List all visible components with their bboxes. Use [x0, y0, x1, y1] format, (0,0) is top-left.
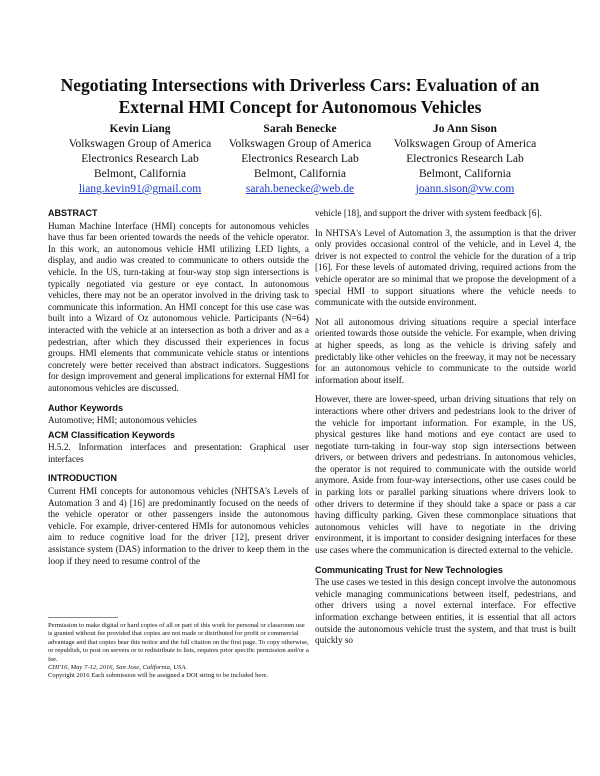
acm-heading: ACM Classification Keywords	[48, 429, 176, 440]
paragraph: Not all autonomous driving situations require a special interface oriented towards those outside the vehicle. For example, when driving at higher speeds, as long as the vehicle is driving safely and predictably like other vehicles on the freeway, it may not be necessary for an autonomous vehicle to communicate to the outside world information about itself.	[315, 316, 576, 385]
author-city: Belmont, California	[254, 168, 346, 180]
author-city: Belmont, California	[94, 168, 186, 180]
author-org: Volkswagen Group of America	[228, 138, 372, 150]
author-email-link[interactable]: sarah.benecke@web.de	[245, 183, 355, 195]
author-lab: Electronics Research Lab	[241, 153, 359, 165]
author-block-2	[215, 122, 385, 197]
introduction-heading: INTRODUCTION	[48, 473, 117, 484]
author-block-3	[380, 122, 550, 197]
conference-line: CHI'16, May 7-12, 2016, San Jose, California, USA.	[48, 664, 187, 672]
author-email-link[interactable]: joann.sison@vw.com	[415, 183, 515, 195]
abstract-text: Human Machine Interface (HMI) concepts for autonomous vehicles have thus far been oriented towards the needs of the vehicle operator. In this work, an autonomous vehicle HMI utilizing LED lights, a display, and audio was created to communicate to others outside the vehicle. In the US, turn-taking at four-way stop sign intersections is typically negotiated via gesture or eye contact. In autonomous vehicles, there may not be an operator involved in the driving task to communicate this information. An HMI concept for this use case was built into a Wizard of Oz autonomous vehicle. Participants (N=64) interacted with the vehicle at an intersection as both a driver and as a pedestrian, after which they discussed their experiences in focus groups. HMI elements that communicate vehicle status or intentions concretely were better received than abstract indicators. Suggestions for design improvement and general implications for external HMI for autonomous vehicles are discussed.	[48, 220, 309, 393]
subsection-heading: Communicating Trust for New Technologies	[315, 564, 503, 575]
paragraph: In NHTSA's Level of Automation 3, the assumption is that the driver only provides occasional control of the vehicle, and in Level 4, the driver is not expected to control the vehicle for the duration of a trip [16]. For these levels of automated driving, required actions from the vehicle operator are so minimal that we propose the development of a special HMI to support situations where the vehicle needs to communicate with the outside environment.	[315, 227, 576, 308]
introduction-text: Current HMI concepts for autonomous vehicles (NHTSA's Levels of Automation 3 and 4) [16] are predominantly focused on the needs of the vehicle operator or other passengers inside the autonomous vehicle. For example, driver-centered HMIs for autonomous vehicles aim to reduce cognitive load for the driver [12], present driver assistance system (DAS) information to the driver to keep them in the loop if they need to resume control of the	[48, 486, 309, 566]
author-name: Sarah Benecke	[263, 123, 337, 135]
abstract-heading: ABSTRACT	[48, 208, 98, 218]
author-org: Volkswagen Group of America	[68, 138, 212, 150]
author-org: Volkswagen Group of America	[393, 138, 537, 150]
author-block-1	[55, 122, 225, 197]
paper-title: Negotiating Intersections with Driverless Cars: Evaluation of an External HMI Concept for Autonomous Vehicles	[60, 75, 540, 117]
paragraph: The use cases we tested in this design concept involve the autonomous vehicle managing communications between itself, pedestrians, and other drivers using a novel external interface. For effective information exchange between entities, it is essential that all actors outside the autonomous vehicle trust the system, and that trust is built quickly so	[315, 577, 576, 646]
acm-text: H.5.2. Information interfaces and presentation: Graphical user interfaces	[48, 442, 309, 464]
author-city: Belmont, California	[419, 168, 511, 180]
paragraph: However, there are lower-speed, urban driving situations that rely on interactions where other drivers and pedestrians look to the driver of the vehicle for important information. For example, in the US, physical gestures like hand motions and eye contact are used to negotiate turn-taking in four-way stop sign intersections between drivers, or between drivers and pedestrians. In autonomous vehicles, the operator is not required to communicate with the outside world anymore. Aside from four-way intersections, other use cases could be in parking lots or parallel parking situations where drivers look to other drivers to determine if they should take a space or pass a car having difficulty parking. Given these commonplace situations that autonomous vehicles will have to negotiate in the driving environment, it is important to consider designing interfaces for these use cases where the communication is directed external to the vehicle.	[315, 394, 576, 556]
author-name: Jo Ann Sison	[433, 123, 497, 135]
paragraph: vehicle [18], and support the driver with system feedback [6].	[315, 208, 542, 218]
author-lab: Electronics Research Lab	[406, 153, 524, 165]
author-email-link[interactable]: liang.kevin91@gmail.com	[78, 183, 202, 195]
right-column	[315, 208, 576, 655]
left-column	[48, 208, 309, 575]
footnote-rule	[48, 617, 118, 618]
author-name: Kevin Liang	[109, 123, 171, 135]
author-lab: Electronics Research Lab	[81, 153, 199, 165]
keywords-heading: Author Keywords	[48, 402, 124, 413]
copyright-line: Copyright 2016 Each submission will be assigned a DOI string to be included here.	[48, 672, 269, 680]
keywords-text: Automotive; HMI; autonomous vehicles	[48, 415, 197, 426]
permission-text: Permission to make digital or hard copies of all or part of this work for personal or classroom use is granted without fee provided that copies are not made or distributed for profit or commercial advantage and that copies bear this notice and the full citation on the first page. To copy otherwise, or republish, to post on servers or to redistribute to lists, requires prior specific permission and/or a fee.	[48, 622, 309, 663]
copyright-footnote	[48, 617, 309, 681]
